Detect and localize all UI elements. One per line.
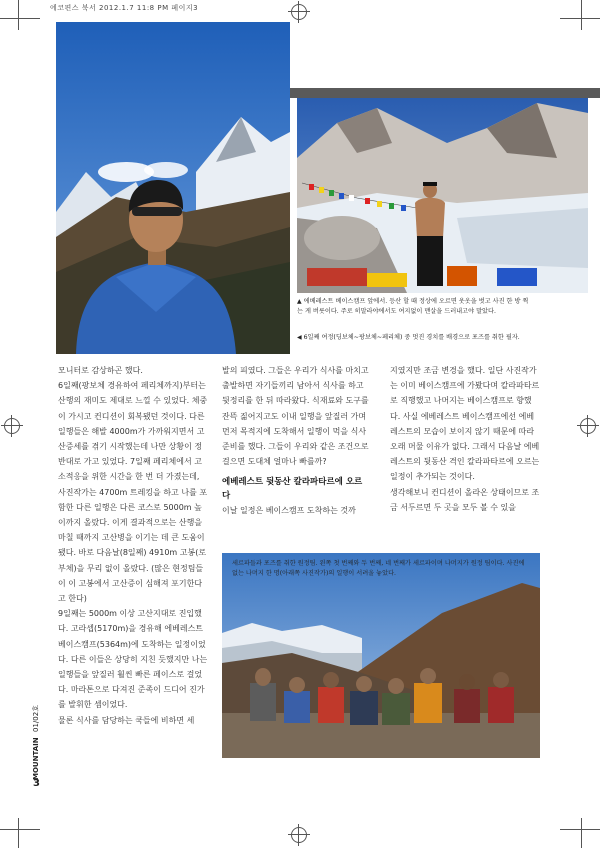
portrait-caption [297, 333, 567, 343]
group-photo [222, 553, 540, 758]
crop-mark [560, 18, 600, 19]
triangle-left-icon: ◀ [297, 334, 302, 341]
page-number: 3 [33, 778, 40, 789]
crop-mark [581, 818, 582, 848]
crop-mark [18, 818, 19, 848]
section-subhead: 에베레스트 뒷동산 칼라파타르에 오르다 [222, 477, 363, 502]
print-info: 에코편스 북서 2012.1.7 11:8 PM 페이지3 [50, 4, 199, 12]
magazine-issue: 01/02호 [32, 705, 40, 732]
triangle-up-icon: ▲ [297, 298, 302, 305]
basecamp-caption-text: 에베레스트 베이스캠프 앞에서. 등산 할 때 정상에 오르면 웃옷을 벗고 사진 한 방 찍는 게 버릇이다. 주로 히말라야에서도 여지없이 맨살을 드러내고야 말았다. [297, 298, 529, 315]
magazine-side-label [31, 705, 41, 780]
column-1-text: 모니터로 감상하곤 했다. 6일째(팡보체 경유하여 페리체까지)부터는 산행의 재미도 제대로 느낄 수 있었다. 체중이 가시고 컨디션이 회복됐던 것이다. 다른 일행들은 해발 4000m가 가까워지면서 고산증세를 겪기 시작했는데 나만 상황이 정 반대로 가고 있었다. 7일째 페리체에서 고소적응을 위한 시간을 한 번 더 가졌는데, 사진작가는 4700m 트레킹을 하고 나를 포함한 다른 일행은 다른 코스로 5000m 높이까지 올랐다. 이게 결과적으로는 산행을 마칠 때까지 고산병을 이기는 데 큰 도움이 됐다. 바로 다음날(8일째) 4910m 고봉(로부체)을 무리 없이 올랐다. (많은 현정팀들이 이 고봉에서 고산증이 심해져 포기한다고 한다) 9일째는 5000m 이상 고산지대로 진입했다. 고라셉(5170m)을 경유해 에베레스트 베이스캠프(5364m)에 도착하는 일정이었다. 다른 이들은 상당히 지친 듯했지만 나는 일행들을 앞질러 훨씬 빠른 페이스로 걸었다. 마라톤으로 다져진 준족이 드디어 진가를 발휘한 셈이었다. 물론 식사를 담당하는 쿡들에 비하면 세 [58, 366, 208, 725]
header-bar [290, 88, 600, 98]
text-column-1 [58, 363, 208, 728]
magazine-name: MOUNTAIN [32, 737, 40, 780]
crop-mark [0, 18, 40, 19]
portrait-caption-text: 6일째 여정(딩보체~팡보체~페리체) 중 멋진 경치를 배경으로 포즈를 취한 필자. [303, 334, 520, 341]
registration-mark-icon [291, 4, 307, 20]
portrait-photo [56, 22, 290, 354]
group-caption: 세르파들과 포즈를 취한 원정팀. 왼쪽 첫 번째와 두 번째, 네 번째가 세르파이며 나머지가 원정 팀이다. 사진에 없는 나머지 한 명(아래쪽 사진작가)의 일행이 서려울 놓았다. [232, 560, 525, 577]
column-3-text: 지였지만 조금 변경을 했다. 일단 사진작가는 이미 베이스캠프에 가봤다며 칼라파타르로 직행했고 나머지는 베이스캠프로 향했다. 사실 에베레스트 베이스캠프에선 에베레스트의 모습이 보이지 않기 때문에 따라 오래 머물 이유가 없다. 그래서 다음날 에베레스트의 뒷동산 격인 칼라파타르에 오르는 일정이 추가되는 것이다. 생각해보니 컨디션이 올라온 상태이므로 조금 서두르면 두 곳을 모두 볼 수 있을 [390, 366, 540, 512]
crop-mark [560, 829, 600, 830]
crop-mark [581, 0, 582, 30]
column-2-text-a: 발의 피였다. 그들은 우리가 식사를 마치고 출발하면 자기들끼리 남아서 식사를 하고 뒷정리를 한 뒤 따라왔다. 식재료와 도구를 잔뜩 짊어지고도 이내 일행을 앞질러 가며 먼저 목적지에 도착해서 일행이 먹을 식사 준비를 했다. 그들이 우리와 같은 조건으로 걸으면 도대체 얼마나 빠를까? [222, 366, 369, 467]
text-column-3 [390, 363, 540, 515]
basecamp-caption [297, 297, 529, 317]
crop-mark [0, 829, 40, 830]
basecamp-photo [297, 98, 588, 293]
crop-mark [18, 0, 19, 30]
registration-mark-icon [580, 418, 596, 434]
registration-mark-icon [4, 418, 20, 434]
column-2-text-b: 이날 일정은 베이스캠프 도착하는 것까 [222, 506, 356, 516]
registration-mark-icon [291, 827, 307, 843]
text-column-2 [222, 363, 369, 519]
